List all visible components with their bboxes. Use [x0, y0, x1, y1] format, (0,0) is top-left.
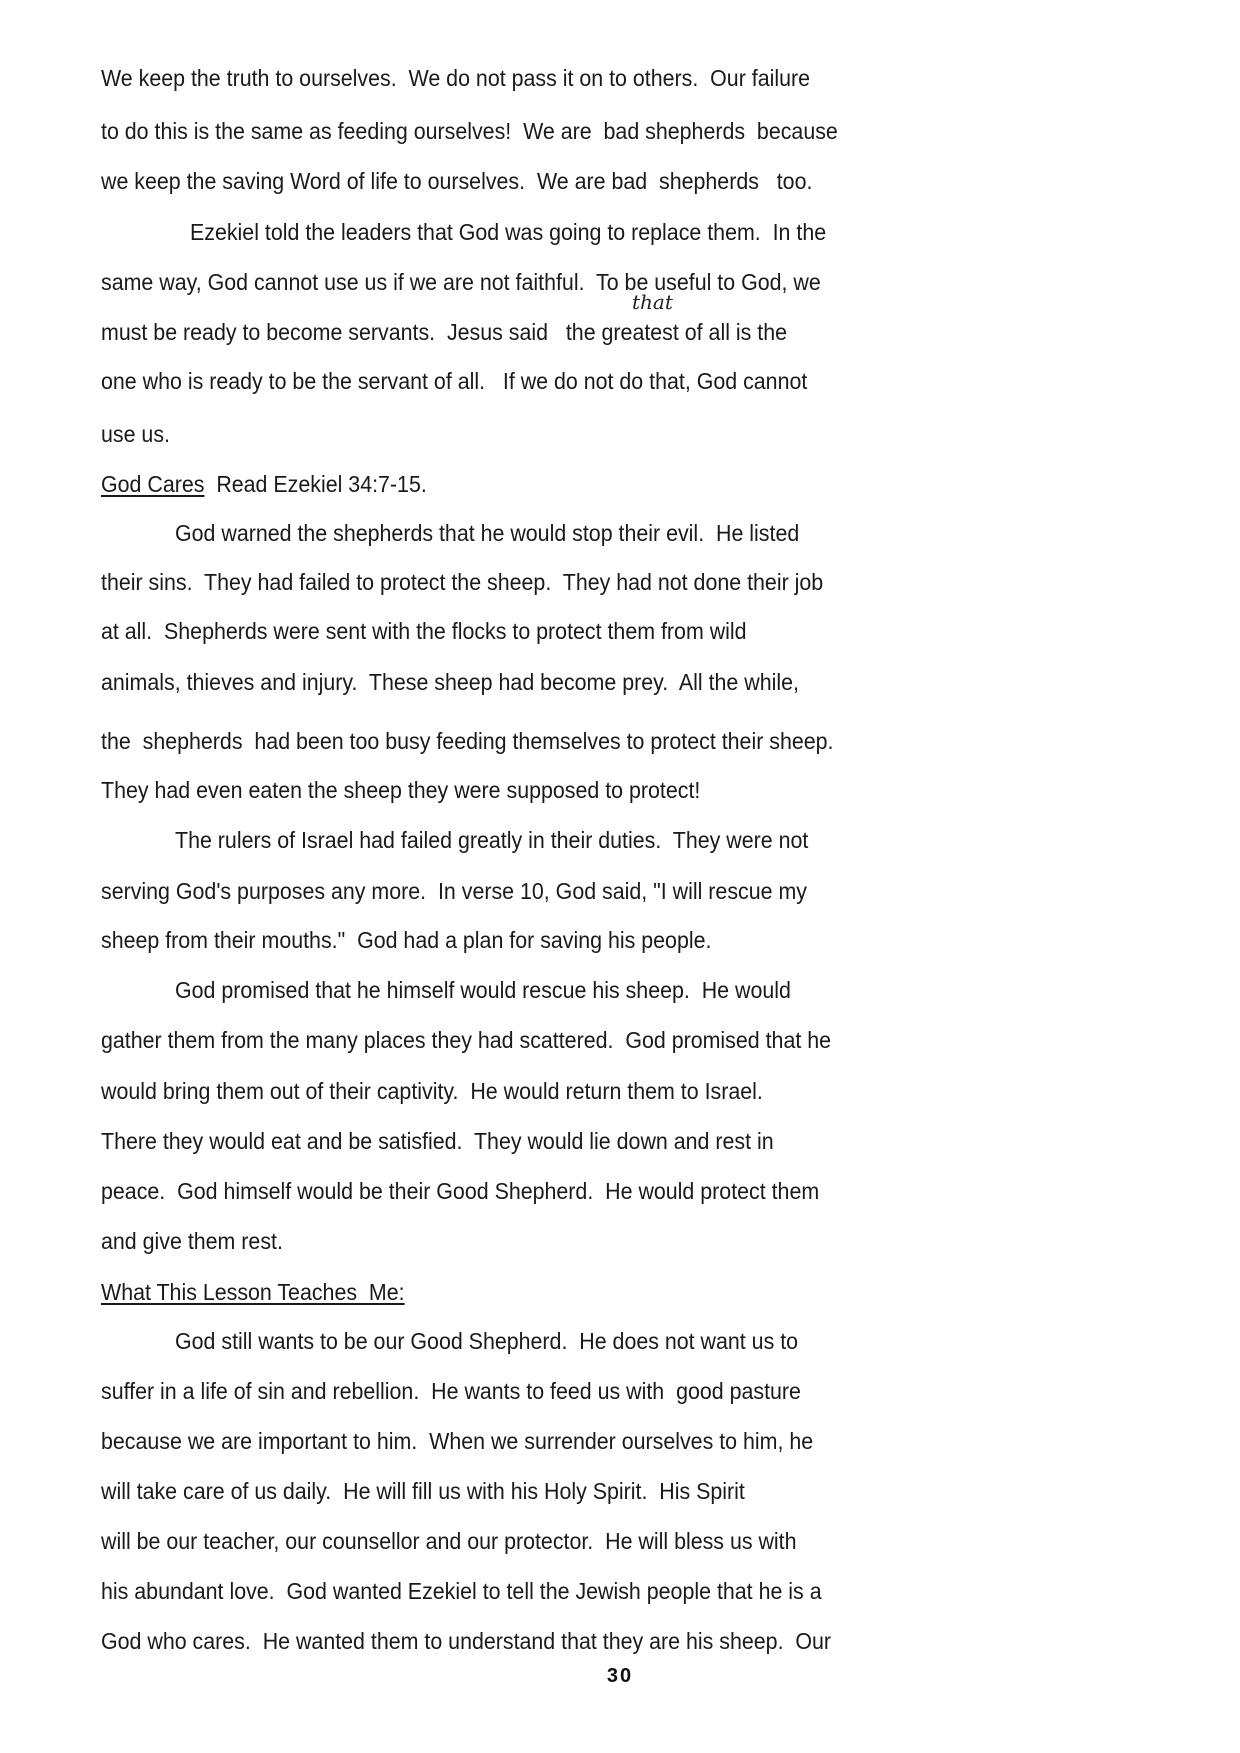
text-line: use us.: [101, 421, 170, 447]
text-line: God still wants to be our Good Shepherd. He does not want us to: [175, 1328, 799, 1354]
text-line: because we are important to him. When we surrender ourselves to him, he: [101, 1428, 814, 1454]
text-line: would bring them out of their captivity. He would return them to Israel.: [101, 1078, 763, 1104]
text-line: God promised that he himself would rescue his sheep. He would: [175, 977, 791, 1003]
handwritten-insert: that: [632, 290, 673, 314]
section-heading-line: [101, 470, 427, 498]
text-line: one who is ready to be the servant of all. If we do not do that, God cannot: [101, 368, 808, 394]
text-line: There they would eat and be satisfied. They would lie down and rest in: [101, 1128, 774, 1154]
text-line: their sins. They had failed to protect the sheep. They had not done their job: [101, 569, 824, 595]
text-line: Ezekiel told the leaders that God was going to replace them. In the: [190, 219, 827, 245]
text-line: The rulers of Israel had failed greatly in their duties. They were not: [175, 827, 809, 853]
text-line: and give them rest.: [101, 1228, 283, 1254]
text-line: They had even eaten the sheep they were supposed to protect!: [101, 777, 701, 803]
text-line: serving God's purposes any more. In verse 10, God said, "I will rescue my: [101, 878, 807, 904]
text-line: his abundant love. God wanted Ezekiel to tell the Jewish people that he is a: [101, 1578, 822, 1604]
section-heading-line: [101, 1278, 405, 1306]
text-line: God warned the shepherds that he would stop their evil. He listed: [175, 520, 800, 546]
text-line: sheep from their mouths." God had a plan for saving his people.: [101, 927, 712, 953]
text-line: We keep the truth to ourselves. We do not pass it on to others. Our failure: [101, 65, 811, 91]
text-line: gather them from the many places they had scattered. God promised that he: [101, 1027, 832, 1053]
text-line: same way, God cannot use us if we are not faithful. To be useful to God, we: [101, 269, 821, 295]
text-line: at all. Shepherds were sent with the flocks to protect them from wild: [101, 618, 747, 644]
text-line: God who cares. He wanted them to understand that they are his sheep. Our: [101, 1628, 832, 1654]
text-line: the shepherds had been too busy feeding themselves to protect their sheep.: [101, 728, 834, 754]
text-line: must be ready to become servants. Jesus said the greatest of all is the: [101, 319, 788, 345]
text-line: peace. God himself would be their Good Shepherd. He would protect them: [101, 1178, 820, 1204]
text-line: will take care of us daily. He will fill us with his Holy Spirit. His Spirit: [101, 1478, 745, 1504]
text-line: to do this is the same as feeding ourselves! We are bad shepherds because: [101, 118, 838, 144]
scripture-reference: Read Ezekiel 34:7-15.: [216, 471, 427, 497]
text-line: we keep the saving Word of life to ourselves. We are bad shepherds too.: [101, 168, 813, 194]
text-line: animals, thieves and injury. These sheep had become prey. All the while,: [101, 669, 799, 695]
page-number: 30: [606, 1665, 634, 1687]
heading-lesson: What This Lesson Teaches Me:: [101, 1279, 405, 1305]
heading-god-cares: God Cares: [101, 471, 205, 497]
text-line: suffer in a life of sin and rebellion. He wants to feed us with good pasture: [101, 1378, 801, 1404]
text-line: will be our teacher, our counsellor and our protector. He will bless us with: [101, 1528, 797, 1554]
